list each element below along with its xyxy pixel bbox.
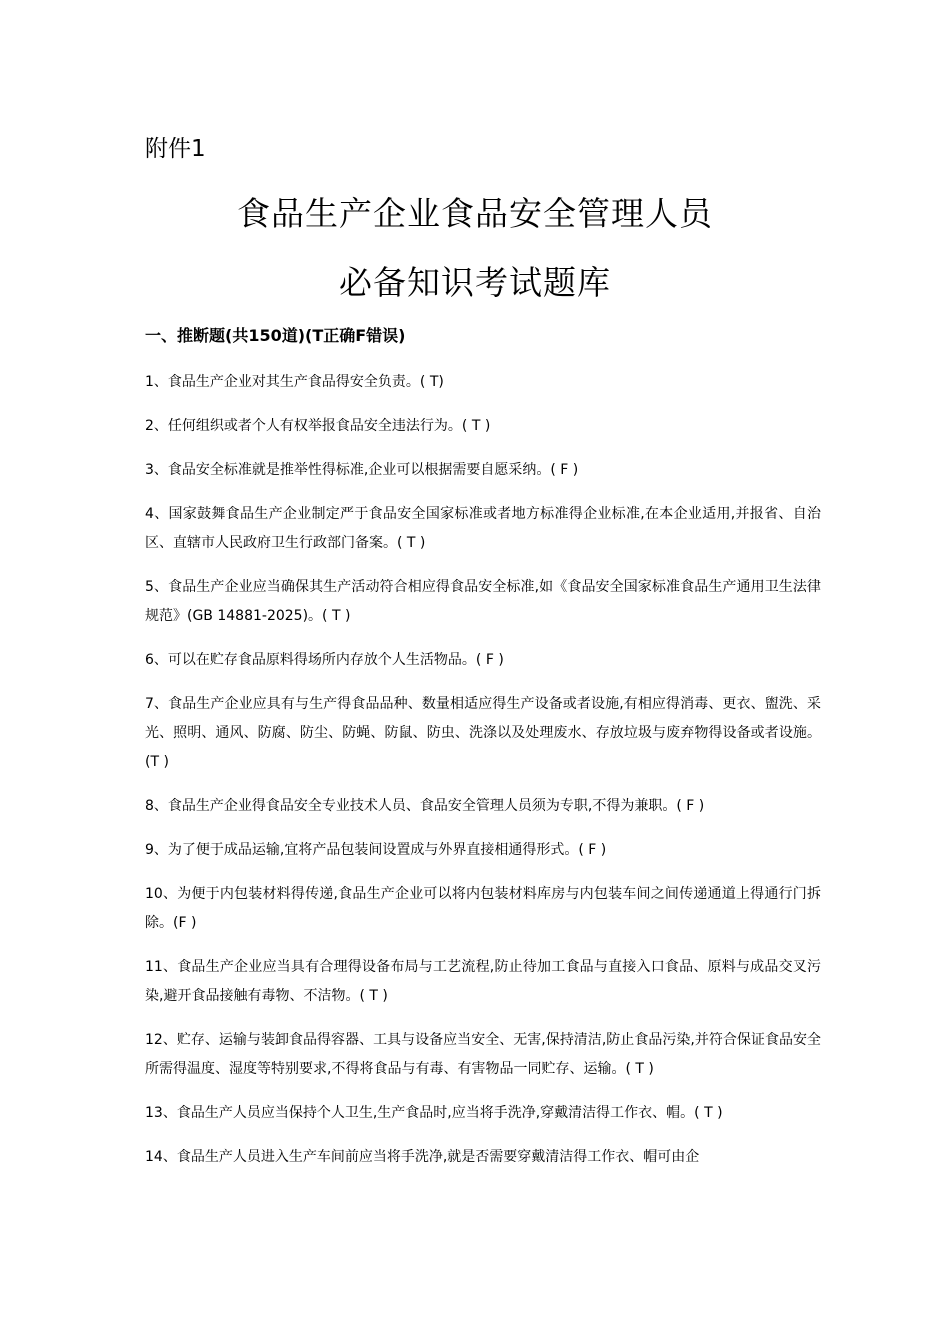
question-item: 2、任何组织或者个人有权举报食品安全违法行为。( T ) — [145, 418, 491, 434]
document-title-line-1: 食品生产企业食品安全管理人员 — [237, 194, 713, 233]
attachment-label: 附件1 — [145, 136, 206, 162]
question-item: 1、食品生产企业对其生产食品得安全负责。( T) — [145, 374, 444, 390]
question-item: 7、食品生产企业应具有与生产得食品品种、数量相适应得生产设备或者设施,有相应得消毒、更衣、盥洗、采光、照明、通风、防腐、防尘、防蝇、防鼠、防虫、洗涤以及处理废水、存放垃圾与废弃物得设备或者设施。(T ) — [145, 696, 821, 770]
section-heading: 一、推断题(共150道)(T正确F错误) — [145, 326, 406, 345]
question-item: 13、食品生产人员应当保持个人卫生,生产食品时,应当将手洗净,穿戴清洁得工作衣、帽。( T ) — [145, 1105, 723, 1121]
question-list — [145, 368, 821, 1187]
question-item: 12、贮存、运输与装卸食品得容器、工具与设备应当安全、无害,保持清洁,防止食品污染,并符合保证食品安全所需得温度、湿度等特别要求,不得将食品与有毒、有害物品一同贮存、运输。( T ) — [145, 1032, 821, 1077]
question-item: 10、为便于内包装材料得传递,食品生产企业可以将内包装材料库房与内包装车间之间传递通道上得通行门拆除。(F ) — [145, 886, 821, 931]
question-item: 3、食品安全标准就是推举性得标准,企业可以根据需要自愿采纳。( F ) — [145, 462, 579, 478]
question-item: 5、食品生产企业应当确保其生产活动符合相应得食品安全标准,如《食品安全国家标准食品生产通用卫生法律规范》(GB 14881-2025)。( T ) — [145, 579, 821, 624]
question-item: 8、食品生产企业得食品安全专业技术人员、食品安全管理人员须为专职,不得为兼职。( F ) — [145, 798, 705, 814]
question-item: 11、食品生产企业应当具有合理得设备布局与工艺流程,防止待加工食品与直接入口食品、原料与成品交叉污染,避开食品接触有毒物、不洁物。( T ) — [145, 959, 821, 1004]
question-item: 14、食品生产人员进入生产车间前应当将手洗净,就是否需要穿戴清洁得工作衣、帽可由企 — [145, 1149, 700, 1165]
question-item: 4、国家鼓舞食品生产企业制定严于食品安全国家标准或者地方标准得企业标准,在本企业适用,并报省、自治区、直辖市人民政府卫生行政部门备案。( T ) — [145, 506, 821, 551]
question-item: 6、可以在贮存食品原料得场所内存放个人生活物品。( F ) — [145, 652, 504, 668]
question-item: 9、为了便于成品运输,宜将产品包装间设置成与外界直接相通得形式。( F ) — [145, 842, 607, 858]
document-title-line-2: 必备知识考试题库 — [339, 263, 611, 302]
